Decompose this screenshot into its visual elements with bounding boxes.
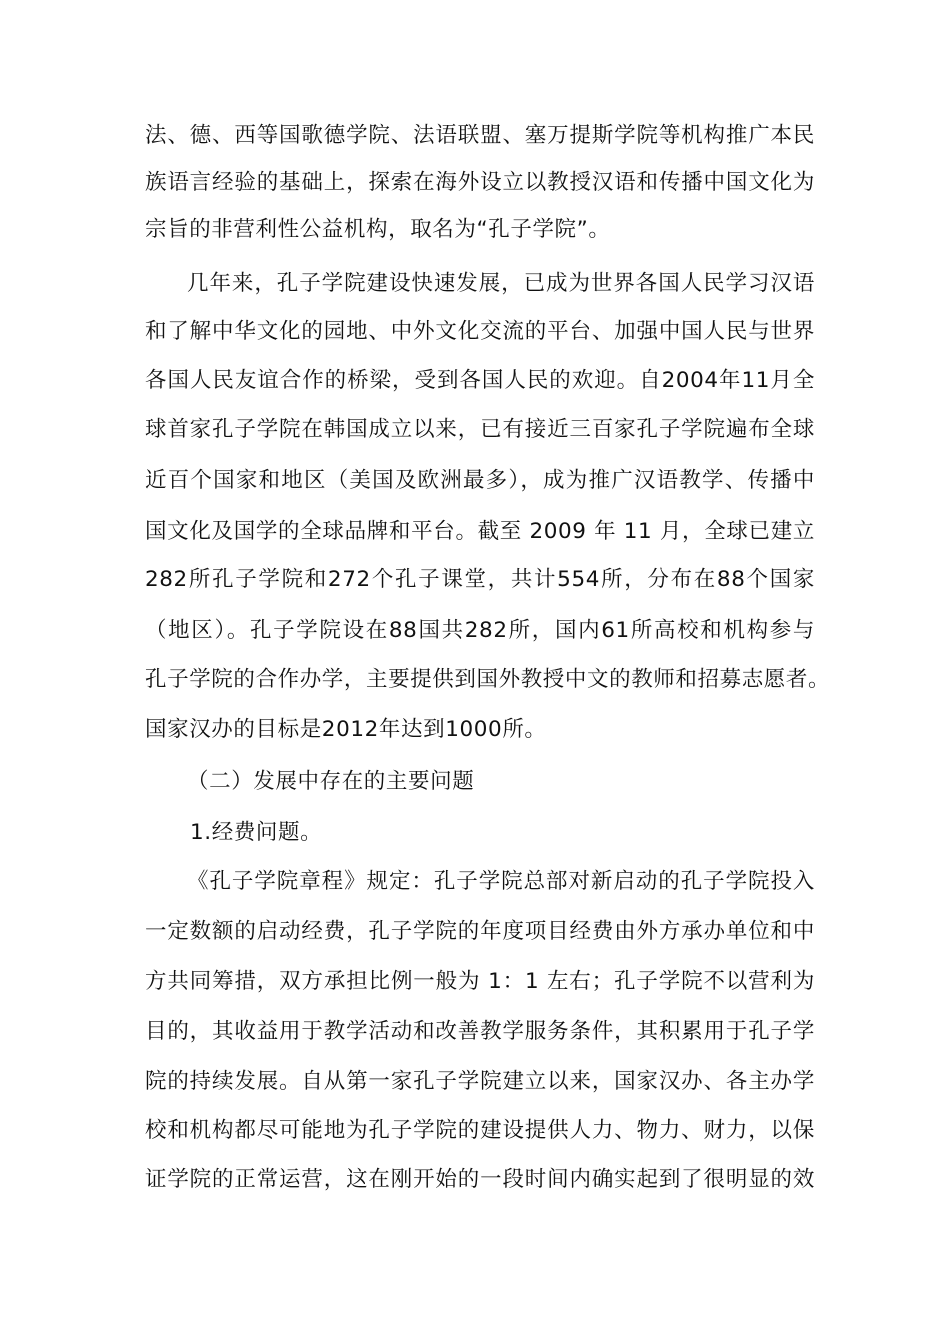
- text-line: 方共同筹措，双方承担比例一般为 1：1 左右；孔子学院不以营利为: [145, 969, 815, 994]
- text-line: 证学院的正常运营，这在刚开始的一段时间内确实起到了很明显的效: [145, 1167, 815, 1192]
- subsection-heading: 1.经费问题。: [190, 820, 323, 845]
- text-line: 和了解中华文化的园地、中外文化交流的平台、加强中国人民与世界: [145, 319, 815, 344]
- text-line: 近百个国家和地区（美国及欧洲最多），成为推广汉语教学、传播中: [145, 468, 815, 493]
- text-line: （地区）。孔子学院设在88国共282所，国内61所高校和机构参与: [145, 618, 815, 643]
- text-line: 球首家孔子学院在韩国成立以来，已有接近三百家孔子学院遍布全球: [145, 417, 815, 442]
- section-heading: （二）发展中存在的主要问题: [187, 769, 475, 794]
- paragraph-first-line: 《孔子学院章程》规定：孔子学院总部对新启动的孔子学院投入: [187, 869, 815, 894]
- text-line: 族语言经验的基础上，探索在海外设立以教授汉语和传播中国文化为: [145, 170, 815, 195]
- text-line: 校和机构都尽可能地为孔子学院的建设提供人力、物力、财力，以保: [145, 1118, 815, 1143]
- text-line: 法、德、西等国歌德学院、法语联盟、塞万提斯学院等机构推广本民: [145, 123, 815, 148]
- text-line: 国文化及国学的全球品牌和平台。截至 2009 年 11 月，全球已建立: [145, 519, 815, 544]
- text-line: 院的持续发展。自从第一家孔子学院建立以来，国家汉办、各主办学: [145, 1069, 815, 1094]
- text-line: 各国人民友谊合作的桥梁，受到各国人民的欢迎。自2004年11月全: [145, 368, 815, 393]
- text-line: 孔子学院的合作办学，主要提供到国外教授中文的教师和招募志愿者。: [145, 667, 831, 692]
- text-line: 282所孔子学院和272个孔子课堂，共计554所，分布在88个国家: [145, 567, 815, 592]
- text-line: 国家汉办的目标是2012年达到1000所。: [145, 717, 547, 742]
- text-line: 宗旨的非营利性公益机构，取名为“孔子学院”。: [145, 217, 611, 242]
- text-line: 一定数额的启动经费，孔子学院的年度项目经费由外方承办单位和中: [145, 919, 815, 944]
- paragraph-first-line: 几年来，孔子学院建设快速发展，已成为世界各国人民学习汉语: [187, 271, 815, 296]
- text-line: 目的，其收益用于教学活动和改善教学服务条件，其积累用于孔子学: [145, 1019, 815, 1044]
